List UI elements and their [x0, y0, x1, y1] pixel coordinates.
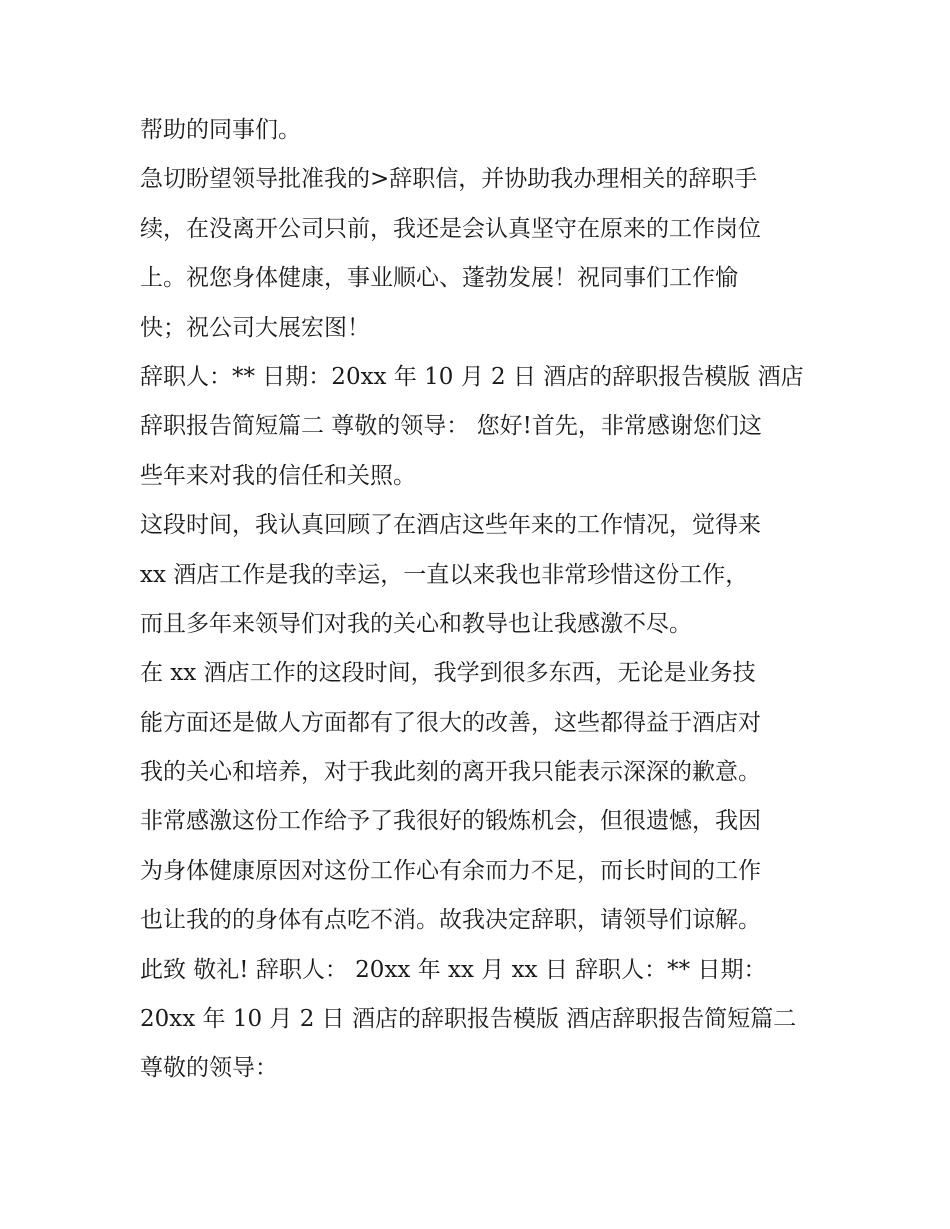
document-body — [140, 106, 820, 1094]
text-line: 此致 敬礼! 辞职人： 20xx 年 xx 月 xx 日 辞职人：** 日期： — [140, 956, 767, 983]
text-line: 在 xx 酒店工作的这段时间，我学到很多东西，无论是业务技 — [140, 660, 756, 687]
text-line: 急切盼望领导批准我的>辞职信，并协助我办理相关的辞职手 — [140, 166, 758, 193]
text-line: 而且多年来领导们对我的关心和教导也让我感激不尽。 — [140, 610, 692, 637]
text-line: 上。祝您身体健康，事业顺心、蓬勃发展！祝同事们工作愉 — [140, 265, 738, 292]
text-line: 这段时间，我认真回顾了在酒店这些年来的工作情况，觉得来 — [140, 512, 761, 539]
text-line: 快；祝公司大展宏图！ — [140, 314, 370, 341]
text-line: 辞职人：** 日期：20xx 年 10 月 2 日 酒店的辞职报告模版 酒店 — [140, 363, 804, 390]
text-line: 尊敬的领导： — [140, 1055, 278, 1082]
text-line: 辞职报告简短篇二 尊敬的领导： 您好!首先，非常感谢您们这 — [140, 413, 762, 440]
text-line: 我的关心和培养，对于我此刻的离开我只能表示深深的歉意。 — [140, 759, 761, 786]
text-line: 非常感激这份工作给予了我很好的锻炼机会，但很遗憾，我因 — [140, 808, 761, 835]
text-line: 续，在没离开公司只前，我还是会认真坚守在原来的工作岗位 — [140, 215, 761, 242]
text-line: 20xx 年 10 月 2 日 酒店的辞职报告模版 酒店辞职报告简短篇二 — [140, 1006, 797, 1033]
text-line: 为身体健康原因对这份工作心有余而力不足，而长时间的工作 — [140, 857, 761, 884]
text-line: 帮助的同事们。 — [140, 117, 301, 143]
text-line: xx 酒店工作是我的幸运，一直以来我也非常珍惜这份工作， — [140, 561, 749, 588]
text-line: 能方面还是做人方面都有了很大的改善，这些都得益于酒店对 — [140, 709, 761, 736]
text-line: 些年来对我的信任和关照。 — [140, 462, 416, 489]
text-line: 也让我的的身体有点吃不消。故我决定辞职，请领导们谅解。 — [140, 907, 761, 934]
